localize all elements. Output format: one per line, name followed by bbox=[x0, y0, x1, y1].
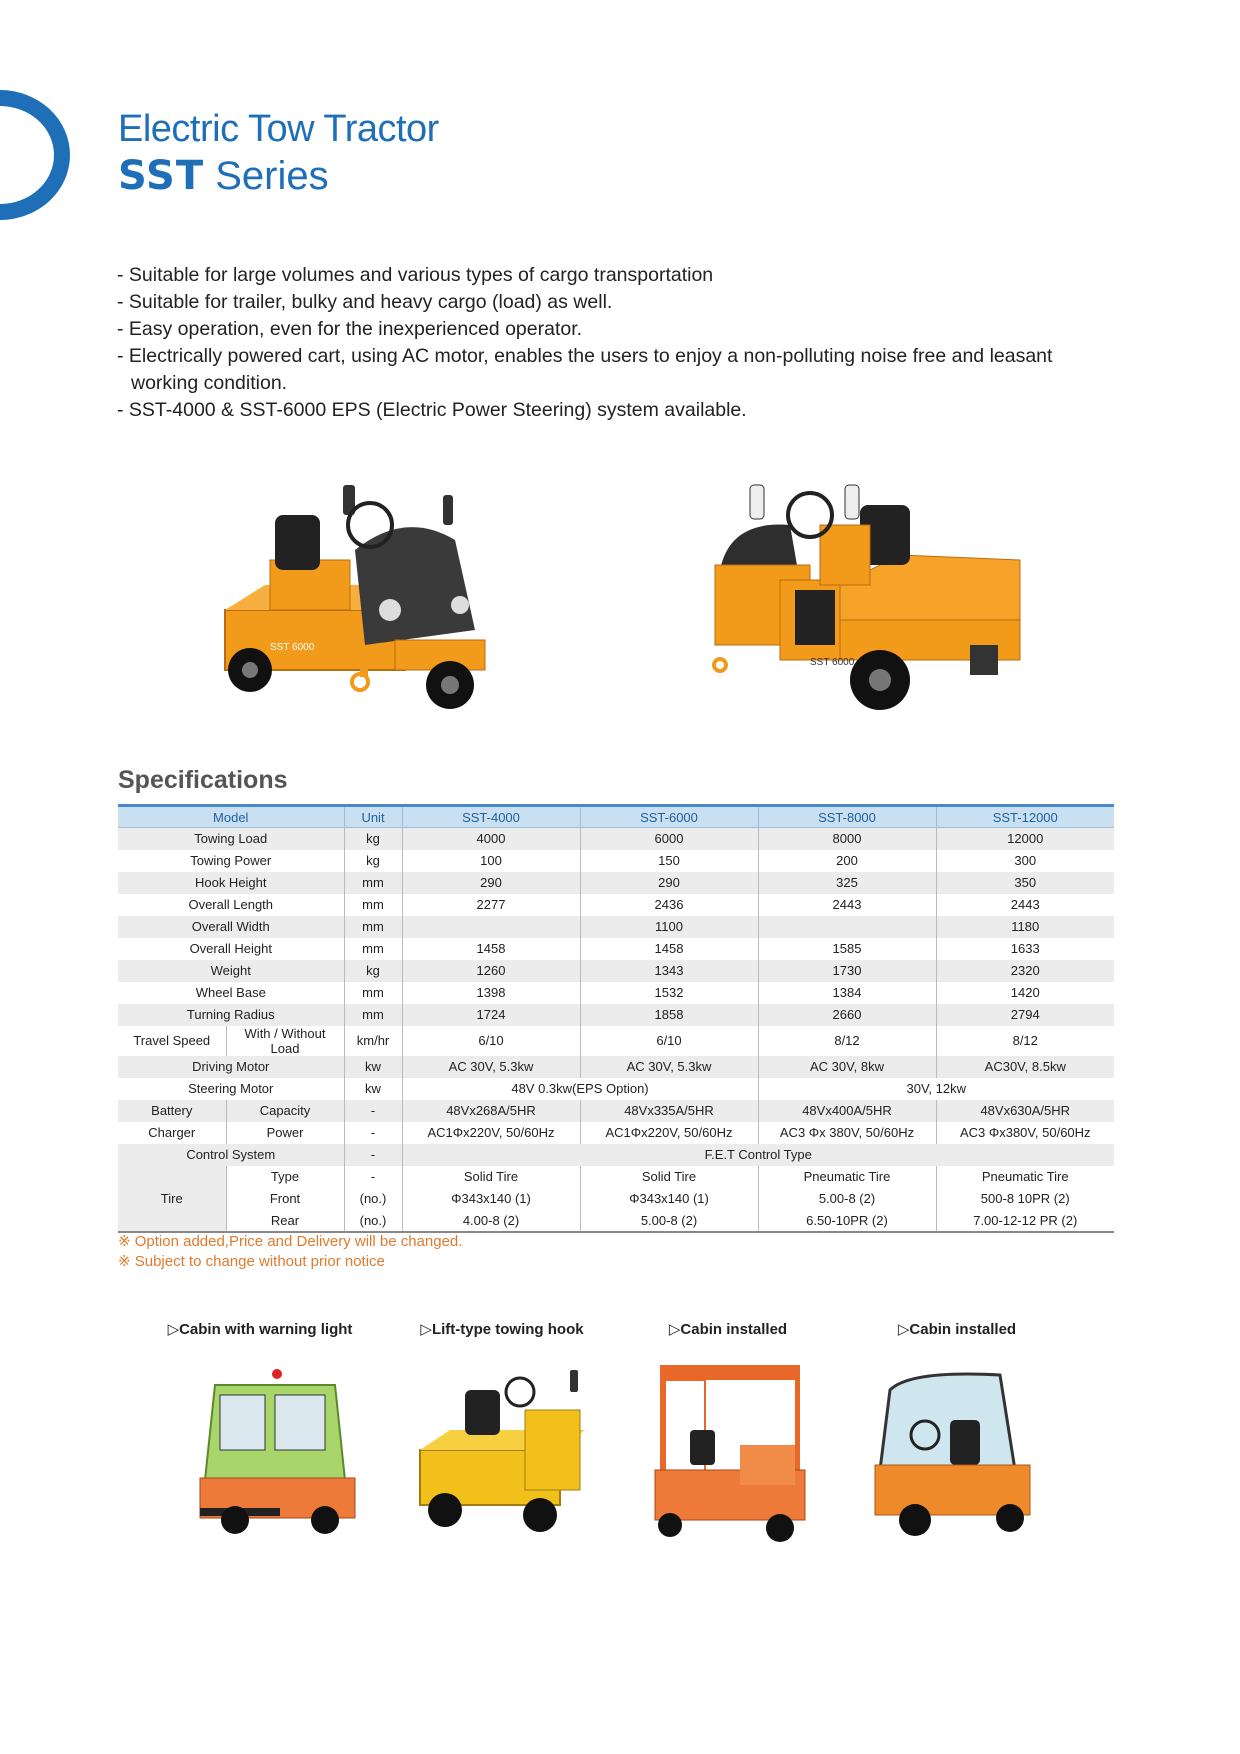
table-cell: AC3 Φx380V, 50/60Hz bbox=[936, 1122, 1114, 1144]
row-label: Turning Radius bbox=[118, 1004, 344, 1026]
table-cell: AC3 Φx 380V, 50/60Hz bbox=[758, 1122, 936, 1144]
table-row bbox=[118, 960, 1114, 982]
table-row bbox=[118, 828, 1114, 850]
table-cell: 4000 bbox=[402, 828, 580, 850]
table-cell: Solid Tire bbox=[402, 1166, 580, 1188]
table-cell: 1730 bbox=[758, 960, 936, 982]
row-label: Overall Width bbox=[118, 916, 344, 938]
feature-item: - Suitable for trailer, bulky and heavy cargo (load) as well. bbox=[117, 291, 613, 313]
table-cell: 1100 bbox=[580, 916, 758, 938]
note-line: ※ Option added,Price and Delivery will be changed. bbox=[118, 1233, 463, 1250]
row-label: Control System bbox=[118, 1144, 344, 1166]
table-cell: AC1Φx220V, 50/60Hz bbox=[402, 1122, 580, 1144]
table-cell: 6/10 bbox=[402, 1026, 580, 1056]
col-header-sst-4000: SST-4000 bbox=[402, 806, 580, 828]
table-row bbox=[118, 916, 1114, 938]
specifications-heading: Specifications bbox=[118, 766, 288, 794]
row-label: Overall Height bbox=[189, 941, 272, 956]
table-cell: 1532 bbox=[580, 982, 758, 1004]
table-cell: 12000 bbox=[936, 828, 1114, 850]
lift-hook-tractor-image bbox=[415, 1360, 595, 1555]
row-unit: kg bbox=[344, 850, 402, 872]
table-cell: 6.50-10PR (2) bbox=[758, 1210, 936, 1232]
table-cell: 5.00-8 (2) bbox=[580, 1210, 758, 1232]
table-row bbox=[118, 1122, 1114, 1144]
table-cell: AC 30V, 5.3kw bbox=[580, 1056, 758, 1078]
table-cell: Φ343x140 (1) bbox=[580, 1188, 758, 1210]
table-row bbox=[118, 1166, 1114, 1188]
table-row bbox=[118, 872, 1114, 894]
table-cell: 8/12 bbox=[758, 1026, 936, 1056]
table-row bbox=[118, 1210, 1114, 1232]
specifications-table bbox=[118, 804, 1114, 1233]
table-row bbox=[118, 1100, 1114, 1122]
feature-item: - Suitable for large volumes and various types of cargo transportation bbox=[117, 264, 714, 286]
tow-tractor-rear-view-image bbox=[700, 470, 1030, 740]
table-cell: 1260 bbox=[402, 960, 580, 982]
table-cell: AC30V, 8.5kw bbox=[936, 1056, 1114, 1078]
row-unit: mm bbox=[344, 1004, 402, 1026]
row-unit: mm bbox=[344, 938, 402, 960]
row-unit: km/hr bbox=[344, 1026, 402, 1056]
table-cell bbox=[758, 916, 936, 938]
table-cell: 1343 bbox=[580, 960, 758, 982]
col-header-model: Model bbox=[118, 806, 344, 828]
table-cell: 2436 bbox=[580, 894, 758, 916]
feature-list bbox=[117, 262, 1077, 424]
table-cell: 2320 bbox=[936, 960, 1114, 982]
row-unit: - bbox=[344, 1100, 402, 1122]
row-label: Towing Load bbox=[118, 828, 344, 850]
table-cell: 8000 bbox=[758, 828, 936, 850]
table-cell: 2277 bbox=[402, 894, 580, 916]
table-cell: F.E.T Control Type bbox=[402, 1144, 1114, 1166]
row-label: Battery bbox=[118, 1100, 226, 1122]
row-label: Driving Motor bbox=[118, 1056, 344, 1078]
table-cell: 1420 bbox=[936, 982, 1114, 1004]
table-cell: 300 bbox=[936, 850, 1114, 872]
glass-cabin-tractor-image bbox=[870, 1360, 1040, 1555]
table-cell: 1633 bbox=[936, 938, 1114, 960]
table-cell: 1724 bbox=[402, 1004, 580, 1026]
table-row bbox=[118, 1056, 1114, 1078]
table-cell: 1585 bbox=[758, 938, 936, 960]
table-cell: AC 30V, 8kw bbox=[758, 1056, 936, 1078]
title-line-1: Electric Tow Tractor bbox=[118, 108, 439, 150]
row-sublabel: Capacity bbox=[226, 1100, 344, 1122]
table-cell: 325 bbox=[758, 872, 936, 894]
table-cell: 30V, 12kw bbox=[758, 1078, 1114, 1100]
table-cell: 48Vx630A/5HR bbox=[936, 1100, 1114, 1122]
note-line: ※ Subject to change without prior notice bbox=[118, 1253, 385, 1270]
accessory-caption: ▷Cabin installed bbox=[897, 1321, 1017, 1338]
table-cell: 4.00-8 (2) bbox=[402, 1210, 580, 1232]
row-unit: kg bbox=[344, 828, 402, 850]
row-label: Towing Power bbox=[190, 853, 272, 868]
title-line-2 bbox=[118, 152, 439, 200]
table-cell: 1384 bbox=[758, 982, 936, 1004]
col-header-sst-12000: SST-12000 bbox=[936, 806, 1114, 828]
row-sublabel: Front bbox=[226, 1188, 344, 1210]
title-series-word: Series bbox=[215, 154, 329, 198]
table-row bbox=[118, 1188, 1114, 1210]
table-cell: 5.00-8 (2) bbox=[758, 1188, 936, 1210]
table-cell: 1398 bbox=[402, 982, 580, 1004]
table-row bbox=[118, 1026, 1114, 1056]
table-cell: 2443 bbox=[758, 894, 936, 916]
table-cell: 2794 bbox=[936, 1004, 1114, 1026]
col-header-sst-8000: SST-8000 bbox=[758, 806, 936, 828]
accessory-caption: ▷Lift-type towing hook bbox=[420, 1321, 584, 1338]
accessory-caption: ▷Cabin installed bbox=[668, 1321, 788, 1338]
table-cell: 1858 bbox=[580, 1004, 758, 1026]
row-sublabel: With / Without Load bbox=[226, 1026, 344, 1056]
table-row bbox=[118, 938, 1114, 960]
title-series-code: SST bbox=[118, 153, 205, 199]
row-unit: mm bbox=[344, 916, 402, 938]
table-cell: 2660 bbox=[758, 1004, 936, 1026]
product-badge: SST 6000 bbox=[810, 657, 855, 668]
table-cell: 6000 bbox=[580, 828, 758, 850]
row-unit: (no.) bbox=[344, 1188, 402, 1210]
row-unit: mm bbox=[344, 982, 402, 1004]
row-label: Wheel Base bbox=[195, 985, 266, 1000]
decorative-ring bbox=[0, 90, 70, 220]
table-header-row bbox=[118, 806, 1114, 828]
row-unit: mm bbox=[344, 894, 402, 916]
table-cell: Solid Tire bbox=[580, 1166, 758, 1188]
table-cell: Φ343x140 (1) bbox=[402, 1188, 580, 1210]
table-row bbox=[118, 894, 1114, 916]
table-cell: 1458 bbox=[580, 938, 758, 960]
table-cell: 1458 bbox=[402, 938, 580, 960]
table-cell: 290 bbox=[580, 872, 758, 894]
product-badge: SST 6000 bbox=[270, 642, 315, 653]
row-unit: (no.) bbox=[344, 1210, 402, 1232]
table-cell: AC 30V, 5.3kw bbox=[402, 1056, 580, 1078]
table-cell: 100 bbox=[402, 850, 580, 872]
table-cell: 6/10 bbox=[580, 1026, 758, 1056]
table-cell: 350 bbox=[936, 872, 1114, 894]
row-unit: kw bbox=[344, 1078, 402, 1100]
open-cabin-tractor-image bbox=[650, 1360, 810, 1565]
table-cell: 200 bbox=[758, 850, 936, 872]
row-label: Tire bbox=[118, 1166, 226, 1232]
feature-item: - SST-4000 & SST-6000 EPS (Electric Power Steering) system available. bbox=[117, 399, 747, 421]
row-unit: - bbox=[344, 1144, 402, 1166]
col-header-sst-6000: SST-6000 bbox=[580, 806, 758, 828]
table-row bbox=[118, 1004, 1114, 1026]
table-cell: 8/12 bbox=[936, 1026, 1114, 1056]
row-label: Overall Length bbox=[188, 897, 274, 912]
table-row bbox=[118, 1078, 1114, 1100]
table-cell: 48Vx335A/5HR bbox=[580, 1100, 758, 1122]
accessory-caption: ▷Cabin with warning light bbox=[167, 1321, 353, 1338]
table-cell: 150 bbox=[580, 850, 758, 872]
feature-item: - Easy operation, even for the inexperienced operator. bbox=[117, 318, 583, 340]
col-header-unit: Unit bbox=[344, 806, 402, 828]
row-sublabel: Type bbox=[226, 1166, 344, 1188]
table-cell: 7.00-12-12 PR (2) bbox=[936, 1210, 1114, 1232]
table-cell: 48Vx268A/5HR bbox=[402, 1100, 580, 1122]
row-unit: - bbox=[344, 1166, 402, 1188]
row-sublabel: Power bbox=[226, 1122, 344, 1144]
table-row bbox=[118, 850, 1114, 872]
row-sublabel: Rear bbox=[226, 1210, 344, 1232]
table-cell: 1180 bbox=[936, 916, 1114, 938]
table-cell: 48Vx400A/5HR bbox=[758, 1100, 936, 1122]
table-row bbox=[118, 982, 1114, 1004]
row-label: Charger bbox=[148, 1125, 196, 1140]
feature-item: - Electrically powered cart, using AC motor, enables the users to enjoy a non-polluting noise free and leasant working condition. bbox=[117, 345, 1053, 394]
row-label: Steering Motor bbox=[188, 1081, 274, 1096]
table-cell: 2443 bbox=[936, 894, 1114, 916]
notes bbox=[118, 1232, 462, 1272]
page-title bbox=[118, 106, 439, 200]
table-cell: 500-8 10PR (2) bbox=[936, 1188, 1114, 1210]
table-cell bbox=[402, 916, 580, 938]
row-unit: - bbox=[344, 1122, 402, 1144]
row-label: Weight bbox=[118, 960, 344, 982]
table-cell: Pneumatic Tire bbox=[936, 1166, 1114, 1188]
row-label: Hook Height bbox=[118, 872, 344, 894]
table-cell: AC1Φx220V, 50/60Hz bbox=[580, 1122, 758, 1144]
tow-tractor-front-view-image bbox=[215, 480, 535, 730]
table-cell: 48V 0.3kw(EPS Option) bbox=[402, 1078, 758, 1100]
table-cell: 290 bbox=[402, 872, 580, 894]
cabin-warning-light-tractor-image bbox=[195, 1360, 365, 1555]
row-unit: kg bbox=[344, 960, 402, 982]
row-unit: mm bbox=[344, 872, 402, 894]
row-unit: kw bbox=[344, 1056, 402, 1078]
table-cell: Pneumatic Tire bbox=[758, 1166, 936, 1188]
table-row bbox=[118, 1144, 1114, 1166]
row-label: Travel Speed bbox=[133, 1033, 211, 1048]
